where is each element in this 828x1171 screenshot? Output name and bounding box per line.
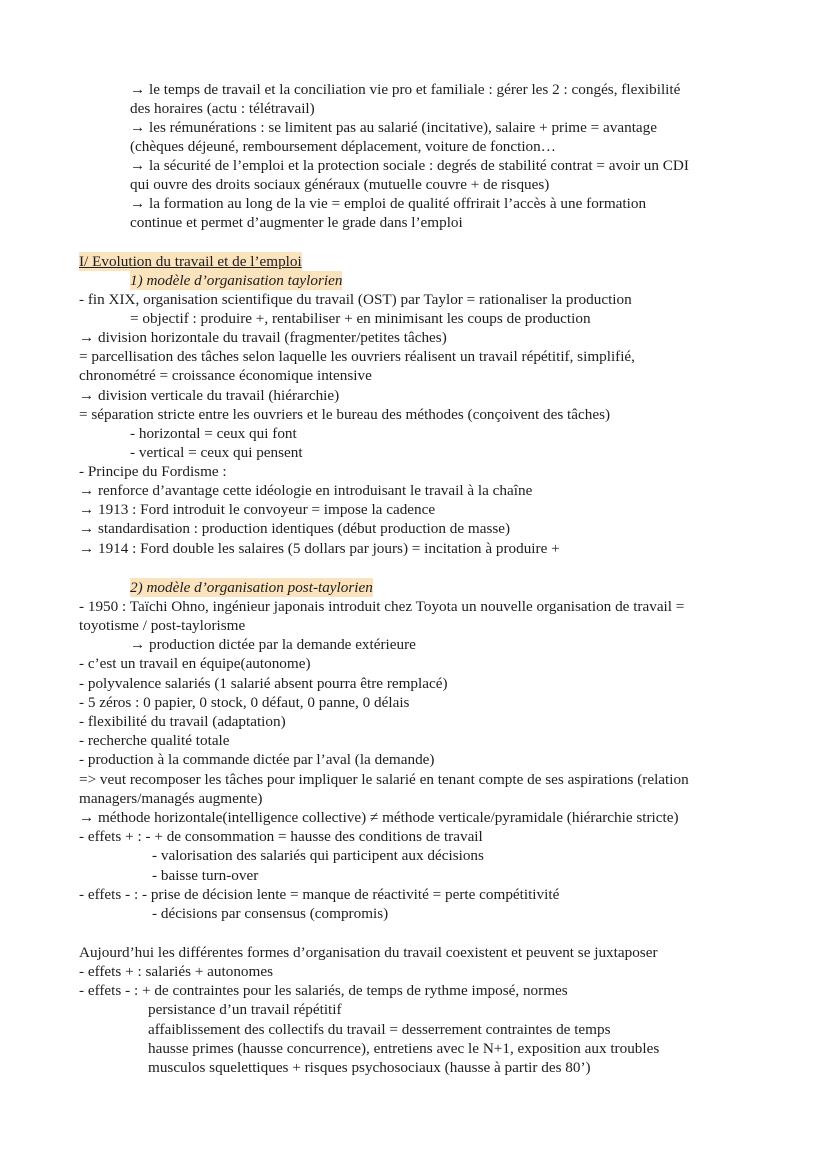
part1-line: → 1913 : Ford introduit le convoyeur = impose la cadence <box>79 501 436 518</box>
intro-line: (chèques déjeuné, remboursement déplacement, voiture de fonction… <box>130 138 556 155</box>
part1-line: - Principe du Fordisme : <box>79 463 227 480</box>
part2-line: - 5 zéros : 0 papier, 0 stock, 0 défaut, 0 panne, 0 délais <box>79 694 410 711</box>
part2-line: - c’est un travail en équipe(autonome) <box>79 655 311 672</box>
part1-line: → standardisation : production identiques (début production de masse) <box>79 520 511 537</box>
part2-line: - polyvalence salariés (1 salarié absent pourra être remplacé) <box>79 675 448 692</box>
part1-line: → renforce d’avantage cette idéologie en introduisant le travail à la chaîne <box>79 482 533 499</box>
conclusion-line: - effets + : salariés + autonomes <box>79 963 273 980</box>
conclusion-line: musculos squelettiques + risques psychosociaux (hausse à partir des 80’) <box>148 1059 591 1076</box>
part1-line: = séparation stricte entre les ouvriers et le bureau des méthodes (conçoivent des tâches) <box>79 406 611 423</box>
intro-line: → les rémunérations : se limitent pas au salarié (incitative), salaire + prime = avantage <box>130 119 657 136</box>
part1-line: → division horizontale du travail (fragmenter/petites tâches) <box>79 329 447 346</box>
intro-line: continue et permet d’augmenter le grade dans l’emploi <box>130 214 463 231</box>
part2-line: - production à la commande dictée par l’aval (la demande) <box>79 751 435 768</box>
intro-line: qui ouvre des droits sociaux généraux (mutuelle couvre + de risques) <box>130 176 550 193</box>
part2-line: → méthode horizontale(intelligence collective) ≠ méthode verticale/pyramidale (hiérarchie stricte) <box>79 809 679 826</box>
intro-line: → le temps de travail et la conciliation vie pro et familiale : gérer les 2 : congés, flexibilité <box>130 81 681 98</box>
part2-line: => veut recomposer les tâches pour impliquer le salarié en tenant compte de ses aspirations (relation <box>79 771 689 788</box>
part2-line: → production dictée par la demande extérieure <box>130 636 416 653</box>
part2-line: - effets + : - + de consommation = hausse des conditions de travail <box>79 828 483 845</box>
part2-title: 2) modèle d’organisation post-taylorien <box>130 579 373 596</box>
part1-line: → division verticale du travail (hiérarchie) <box>79 387 340 404</box>
part1-line: chronométré = croissance économique intensive <box>79 367 372 384</box>
conclusion-line: hausse primes (hausse concurrence), entretiens avec le N+1, exposition aux troubles <box>148 1040 660 1057</box>
conclusion-line: affaiblissement des collectifs du travail = desserrement contraintes de temps <box>148 1021 611 1038</box>
part1-line: - vertical = ceux qui pensent <box>130 444 303 461</box>
part2-line: - 1950 : Taïchi Ohno, ingénieur japonais introduit chez Toyota un nouvelle organisation de travail = <box>79 598 685 615</box>
section-title: I/ Evolution du travail et de l’emploi <box>79 253 302 270</box>
part1-title: 1) modèle d’organisation taylorien <box>130 272 343 289</box>
conclusion-line: Aujourd’hui les différentes formes d’organisation du travail coexistent et peuvent se juxtaposer <box>79 944 658 961</box>
intro-line: → la formation au long de la vie = emploi de qualité offrirait l’accès à une formation <box>130 195 647 212</box>
part1-line: = parcellisation des tâches selon laquelle les ouvriers réalisent un travail répétitif, simplifié, <box>79 348 635 365</box>
part1-line: = objectif : produire +, rentabiliser + en minimisant les coups de production <box>130 310 591 327</box>
part2-line: - valorisation des salariés qui participent aux décisions <box>152 847 484 864</box>
part2-line: - effets - : - prise de décision lente = manque de réactivité = perte compétitivité <box>79 886 560 903</box>
intro-line: des horaires (actu : télétravail) <box>130 100 315 117</box>
part2-line: - décisions par consensus (compromis) <box>152 905 389 922</box>
part2-line: toyotisme / post-taylorisme <box>79 617 246 634</box>
part1-line: - fin XIX, organisation scientifique du travail (OST) par Taylor = rationaliser la production <box>79 291 632 308</box>
conclusion-line: - effets - : + de contraintes pour les salariés, de temps de rythme imposé, normes <box>79 982 568 999</box>
intro-line: → la sécurité de l’emploi et la protection sociale : degrés de stabilité contrat = avoir un CDI <box>130 157 689 174</box>
part1-line: → 1914 : Ford double les salaires (5 dollars par jours) = incitation à produire + <box>79 540 560 557</box>
conclusion-line: persistance d’un travail répétitif <box>148 1001 342 1018</box>
part1-line: - horizontal = ceux qui font <box>130 425 297 442</box>
part2-line: - flexibilité du travail (adaptation) <box>79 713 286 730</box>
part2-line: - recherche qualité totale <box>79 732 230 749</box>
part2-line: - baisse turn-over <box>152 867 259 884</box>
part2-line: managers/managés augmente) <box>79 790 263 807</box>
